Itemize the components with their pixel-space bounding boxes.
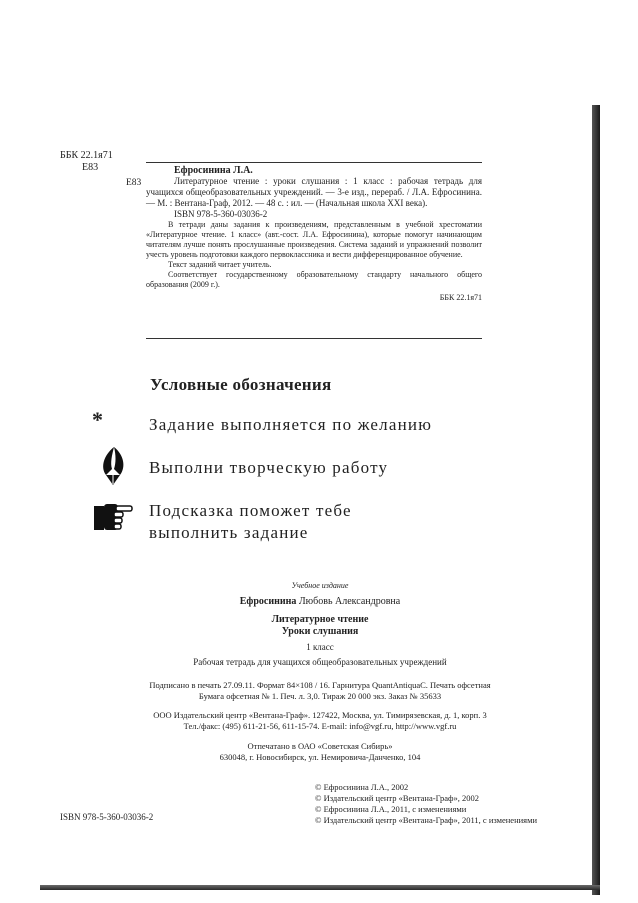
- scan-edge-bottom: [40, 885, 600, 890]
- publisher-contacts: Тел./факс: (495) 611-21-56, 611-15-74. E-mail: info@vgf.ru, http://www.vgf.ru: [183, 721, 457, 731]
- pointing-hand-icon: [92, 500, 134, 539]
- card-annotation-note: Текст заданий читает учитель.: [168, 260, 272, 269]
- catalog-card: [126, 165, 482, 303]
- imprint-grade: 1 класс: [306, 642, 334, 652]
- quill-pen-icon: [96, 445, 130, 492]
- card-code: Е83: [126, 178, 142, 188]
- edition-type: Учебное издание: [291, 581, 349, 590]
- card-author: Ефросинина Л.А.: [174, 165, 253, 176]
- card-bbk: ББК 22.1я71: [439, 293, 482, 302]
- printer-name: Отпечатано в ОАО «Советская Сибирь»: [247, 741, 393, 751]
- printer-address: 630048, г. Новосибирск, ул. Немировича-Данченко, 104: [219, 752, 421, 762]
- card-annotation-standard: Соответствует государственному образовательному стандарту начального общего образования (2009 г.).: [146, 270, 482, 289]
- isbn-bottom: ISBN 978-5-360-03036-2: [60, 812, 154, 822]
- publisher-address: ООО Издательский центр «Вентана-Граф». 127422, Москва, ул. Тимирязевская, д. 1, корп. 3: [153, 710, 487, 720]
- copyright-line: © Издательский центр «Вентана-Граф», 2002: [315, 793, 479, 803]
- legend-item-hint-line1: Подсказка поможет тебе: [149, 501, 352, 520]
- imprint-author-names: Любовь Александровна: [296, 596, 401, 607]
- legend-item-hint-line2: выполнить задание: [149, 523, 309, 542]
- card-bottom-rule: [146, 338, 482, 339]
- legend-item-optional: Задание выполняется по желанию: [149, 415, 433, 434]
- print-info-2: Бумага офсетная № 1. Печ. л. 3,0. Тираж 20 000 экз. Заказ № 35633: [198, 691, 442, 701]
- scan-edge-right: [592, 105, 600, 895]
- legend-item-creative: Выполни творческую работу: [149, 458, 389, 477]
- card-top-rule: [146, 162, 482, 163]
- copyright-line: © Ефросинина Л.А., 2002: [315, 782, 409, 792]
- imprint-author: [60, 596, 580, 607]
- imprint-subtitle: Рабочая тетрадь для учащихся общеобразовательных учреждений: [193, 657, 447, 667]
- copyright-line: © Ефросинина Л.А., 2011, с изменениями: [315, 804, 467, 814]
- imprint-title-1: Литературное чтение: [271, 614, 369, 625]
- imprint-title-2: Уроки слушания: [281, 626, 359, 637]
- imprint-author-surname: Ефросинина: [239, 596, 297, 607]
- card-isbn: ISBN 978-5-360-03036-2: [174, 209, 268, 219]
- legend-title: Условные обозначения: [150, 375, 332, 394]
- asterisk-icon: *: [92, 407, 103, 432]
- print-info-1: Подписано в печать 27.09.11. Формат 84×108 / 16. Гарнитура QuantAntiquaC. Печать офсетная: [149, 680, 491, 690]
- author-code: Е83: [82, 162, 99, 173]
- copyright-line: © Издательский центр «Вентана-Граф», 2011, с изменениями: [315, 815, 538, 825]
- card-description: Литературное чтение : уроки слушания : 1 класс : рабочая тетрадь для учащихся общеобразовательных учреждений. — 3-е изд., перераб. / Л.А. Ефросинина. — М. : Вентана-Граф, 2012. — 48 с. : ил. — (Начальная школа XXI века).: [146, 176, 482, 208]
- card-annotation: В тетради даны задания к произведениям, представленным в учебной хрестоматии «Литературное чтение. 1 класс» (авт.-сост. Л.А. Ефросинина), которые помогут начинающим читателям лучше понять прослушанные произведения. Система заданий и упражнений позволит учесть уровень подготовки каждого первоклассника и вести дифференцированное обучение.: [146, 220, 482, 259]
- bbk-code: ББК 22.1я71: [60, 150, 113, 161]
